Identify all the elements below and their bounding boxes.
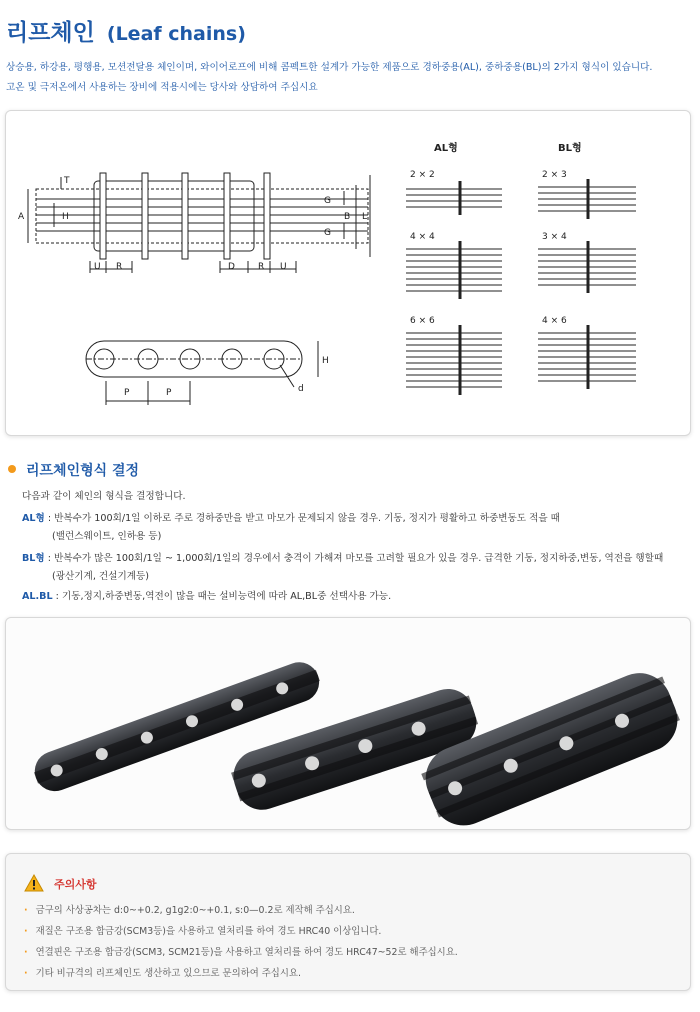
intro-line-2: 고온 및 극저온에서 사용하는 장비에 적용시에는 당사와 상담하여 주십시요 xyxy=(6,82,318,93)
outline-dashed xyxy=(36,189,368,243)
lacing-bl-4x6 xyxy=(538,325,636,389)
pitch-label-p2: P xyxy=(166,388,172,398)
lacing-bl-2x3 xyxy=(538,179,636,219)
albl-description xyxy=(22,588,391,602)
title-korean: 리프체인 xyxy=(6,20,95,46)
bl-example: (광산기계, 건설기계등) xyxy=(52,571,149,582)
albl-key: AL.BL xyxy=(22,591,53,602)
caution-item: · 연결핀은 구조용 합금강(SCM3, SCM21등)을 사용하고 열처리를 하여 경도 HRC47~52로 해주십시요. xyxy=(24,944,458,965)
bl-text: : 반복수가 많은 100회/1일 ~ 1,000회/1일의 경우에서 충격이 가해져 마모를 고려할 필요가 있을 경우. 급격한 기동, 정지하중,변동, 역전을 행할때 xyxy=(44,553,664,564)
selection-heading xyxy=(8,460,139,480)
dim-label-g: G xyxy=(324,196,331,206)
al-description xyxy=(22,510,560,524)
bl-key: BL형 xyxy=(22,553,45,564)
caution-item: · 재질은 구조용 합금강(SCM3등)을 사용하고 열처리를 하여 경도 HRC40 이상입니다. xyxy=(24,923,458,944)
dim-label-u2: U xyxy=(280,262,287,272)
dim-label-g2: G xyxy=(324,228,331,238)
al-text: : 반복수가 100회/1일 이하로 주로 경하중만을 받고 마모가 문제되지 않을 경우. 기동, 정지가 평활하고 하중변동도 적을 때 xyxy=(44,513,560,524)
dim-label-u: U xyxy=(94,262,101,272)
lacing-al-6x6 xyxy=(406,325,502,395)
lacing-al-2x2 xyxy=(406,181,502,215)
bl-type-title: BL형 xyxy=(558,143,582,154)
al-key: AL형 xyxy=(22,513,45,524)
leaf-chain-image-3 xyxy=(416,664,687,831)
caution-item: · 금구의 사상공차는 d:0~+0.2, g1g2:0~+0.1, s:0—0.2로 제작해 주십시요. xyxy=(24,902,458,923)
bl-description xyxy=(22,550,663,564)
lacing-al-4x4 xyxy=(406,241,502,299)
leaf-chain-drawing xyxy=(6,111,692,437)
title-english: (Leaf chains) xyxy=(106,23,246,45)
intro-line-1: 상승용, 하강용, 평행용, 모션전달용 체인이며, 와이어로프에 비해 콤펙트한 설계가 가능한 제품으로 경하중용(AL), 중하중용(BL)의 2가지 형식이 있습니다. xyxy=(6,62,653,73)
bl-config-label: 4 × 6 xyxy=(542,316,567,326)
dim-label-b: B xyxy=(344,212,351,222)
lacing-bl-3x4 xyxy=(538,241,636,293)
caution-heading-text: 주의사항 xyxy=(54,878,97,891)
caution-item: · 기타 비규격의 리프체인도 생산하고 있으므로 문의하여 주십시요. xyxy=(24,965,458,986)
technical-drawing-panel xyxy=(5,110,691,436)
dim-label-l: L xyxy=(362,212,368,222)
dim-label-r2: R xyxy=(258,262,265,272)
dim-label-d: D xyxy=(228,262,235,272)
al-config-label: 2 × 2 xyxy=(410,170,435,180)
bullet-dot xyxy=(8,465,16,473)
warning-icon xyxy=(24,874,44,892)
pitch-label-d: d xyxy=(298,384,304,394)
leaf-chain-photo xyxy=(5,617,691,830)
dim-label-h: H xyxy=(62,212,69,222)
intro-text xyxy=(6,58,696,98)
dim-label-r: R xyxy=(116,262,123,272)
al-config-label: 4 × 4 xyxy=(410,232,435,242)
selection-heading-text: 리프체인형식 결정 xyxy=(26,463,140,479)
pitch-label-p: P xyxy=(124,388,130,398)
dim-label-t: T xyxy=(64,176,70,186)
albl-text: : 기동,정지,하중변동,역전이 많을 때는 설비능력에 따라 AL,BL중 선택사용 가능. xyxy=(52,591,392,602)
page-title xyxy=(6,14,246,47)
bl-config-label: 2 × 3 xyxy=(542,170,567,180)
caution-list xyxy=(24,902,458,986)
selection-intro: 다음과 같이 체인의 형식을 결정합니다. xyxy=(22,491,186,502)
pitch-label-h: H xyxy=(322,356,329,366)
al-type-title: AL형 xyxy=(434,143,458,154)
caution-heading xyxy=(24,874,97,892)
dim-label-a: A xyxy=(18,212,25,222)
caution-panel xyxy=(5,853,691,991)
al-example: (밸런스웨이트, 인하용 등) xyxy=(52,531,162,542)
bl-config-label: 3 × 4 xyxy=(542,232,567,242)
leaf-chain-photo-illustration xyxy=(6,618,692,831)
al-config-label: 6 × 6 xyxy=(410,316,435,326)
